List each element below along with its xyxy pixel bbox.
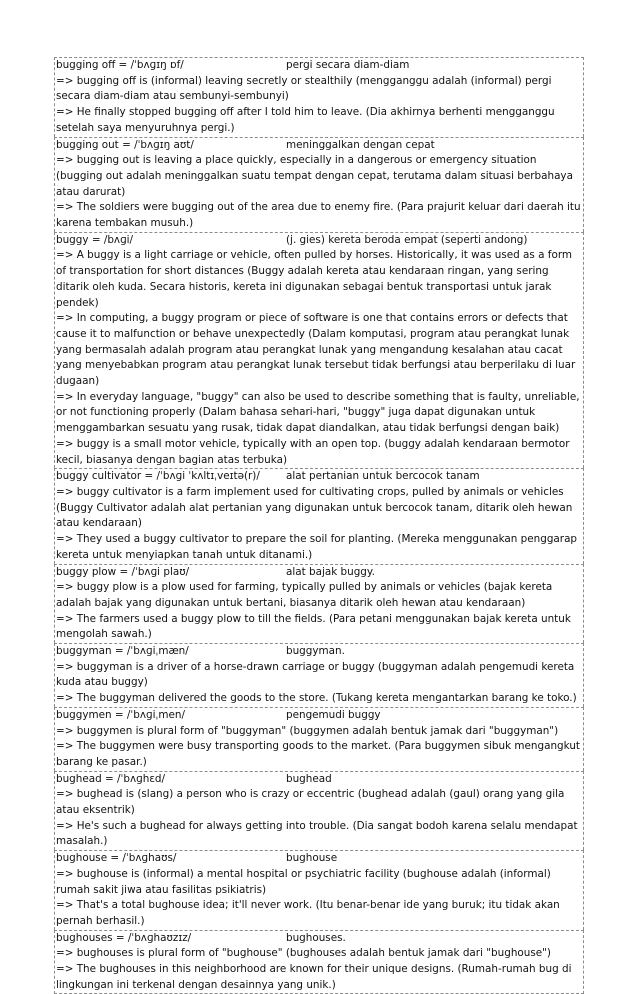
entry-headline — [56, 644, 581, 660]
entry-term: buggy cultivator = /ˈbʌɡi ˈkʌltɪˌveɪtə(r)/ — [56, 470, 260, 483]
entry-example: => That's a total bughouse idea; it'll never work. (Itu benar-benar ide yang buruk; itu tidak akan pernah berhasil.) — [56, 899, 560, 927]
entry-gloss: bughouses. — [286, 931, 346, 944]
entry-term: buggyman = /ˈbʌɡiˌmæn/ — [56, 645, 189, 658]
entry-buggyman — [54, 643, 584, 707]
entry-buggy-cultivator — [54, 468, 584, 563]
entry-headline — [56, 931, 581, 947]
entry-gloss: pergi secara diam-diam — [286, 59, 410, 71]
dictionary-page — [54, 57, 584, 994]
entry-term: buggy = /bʌɡi/ — [56, 233, 134, 246]
entry-headline — [56, 138, 581, 154]
entry-headline — [56, 469, 581, 485]
entry-definition: => bugging off is (informal) leaving secretly or stealthily (mengganggu adalah (informal) pergi secara diam-diam atau sembunyi-sembunyi) — [56, 74, 552, 103]
entry-definition: => buggymen is plural form of "buggyman" (buggymen adalah bentuk jamak dari "buggyman") — [56, 724, 559, 737]
entry-gloss: buggyman. — [286, 645, 345, 658]
entry-definition: => bughouse is (informal) a mental hospital or psychiatric facility (bughouse adalah (informal) rumah sakit jiwa atau fasilitas psikiatris) — [56, 867, 551, 896]
entry-definition: => buggy cultivator is a farm implement used for cultivating crops, pulled by animals or vehicles (Buggy Cultivator adalah alat pertanian yang digunakan untuk bercocok tanam, ditarik oleh hewan atau kendaraan) — [56, 485, 573, 530]
entry-gloss: bughead — [286, 772, 332, 785]
entry-term: buggymen = /ˈbʌɡiˌmen/ — [56, 708, 185, 721]
entry-term: bugging out = /ˈbʌɡɪŋ aʊt/ — [56, 138, 194, 151]
entry-definition: => buggyman is a driver of a horse-drawn carriage or buggy (buggyman adalah pengemudi kereta kuda atau buggy) — [56, 660, 575, 689]
entry-example: => The bughouses in this neighborhood are known for their unique designs. (Rumah-rumah bug di lingkungan ini terkenal dengan desainnya yang unik.) — [56, 963, 572, 991]
entry-definition: => buggy is a small motor vehicle, typically with an open top. (buggy adalah kendaraan bermotor kecil, biasanya dengan bagian atas terbuka) — [56, 437, 570, 466]
entry-buggy-plow — [54, 564, 584, 644]
entry-definition: => In everyday language, "buggy" can also be used to describe something that is faulty, unreliable, or not functioning properly (Dalam bahasa sehari-hari, "buggy" juga dapat digunakan untuk menggambarkan sesuatu yang rusak, tidak dapat diandalkan, atau tidak berfungsi dengan baik) — [56, 390, 580, 435]
entry-buggy — [54, 232, 584, 469]
entry-gloss: alat pertanian untuk bercocok tanam — [286, 470, 480, 483]
entry-definition: => bughouses is plural form of "bughouse" (bughouses adalah bentuk jamak dari "bughouse") — [56, 947, 551, 960]
entry-example: => They used a buggy cultivator to prepare the soil for planting. (Mereka menggunakan penggarap kereta untuk menyiapkan tanah untuk ditanami.) — [56, 533, 578, 561]
entry-bughouse — [54, 850, 584, 930]
entry-headline — [56, 565, 581, 581]
entry-headline — [56, 772, 581, 788]
entry-headline — [56, 58, 581, 74]
entry-definition: => bugging out is leaving a place quickly, especially in a dangerous or emergency situation (bugging out adalah meninggalkan suatu tempat dengan cepat, terutama dalam situasi berbahaya atau darurat) — [56, 154, 573, 198]
entry-example: => The soldiers were bugging out of the area due to enemy fire. (Para prajurit keluar dari daerah itu karena tembakan musuh.) — [56, 201, 581, 230]
entry-gloss: alat bajak buggy. — [286, 565, 375, 578]
entry-definition: => buggy plow is a plow used for farming, typically pulled by animals or vehicles (bajak kereta adalah bajak yang digunakan untuk bertani, biasanya ditarik oleh hewan atau kendaraan) — [56, 581, 553, 609]
entry-definition: => A buggy is a light carriage or vehicle, often pulled by horses. Historically, it was used as a form of transportation for short distances (Buggy adalah kereta atau kendaraan ringan, yang sering ditarik oleh kuda. Secara historis, kereta ini digunakan sebagai bentuk transportasi untuk jarak pendek) — [56, 249, 573, 309]
entry-example: => The farmers used a buggy plow to till the fields. (Para petani menggunakan bajak kereta untuk mengolah sawah.) — [56, 612, 571, 641]
entry-gloss: meninggalkan dengan cepat — [286, 138, 435, 151]
entry-definition: => In computing, a buggy program or piece of software is one that contains errors or defects that cause it to malfunction or behave unexpectedly (Dalam komputasi, program atau perangkat lunak yang bermasalah adalah program atau perangkat lunak yang mengandung kesalahan atau cacat yang menyebabkan program atau perangkat lunak tersebut tidak berfungsi atau berperilaku di luar dugaan) — [56, 312, 576, 388]
entry-example: => The buggyman delivered the goods to the store. (Tukang kereta mengantarkan barang ke toko.) — [56, 692, 577, 705]
entry-headline — [56, 708, 581, 724]
entry-term: bugging off = /ˈbʌɡɪŋ ɒf/ — [56, 59, 184, 71]
entry-bugging-off — [54, 57, 584, 137]
entry-headline — [56, 851, 581, 867]
entry-term: bughead = /ˈbʌɡhɛd/ — [56, 772, 166, 785]
entry-example: => He's such a bughead for always getting into trouble. (Dia sangat bodoh karena selalu mendapat masalah.) — [56, 819, 578, 848]
entry-gloss: (j. gies) kereta beroda empat (seperti andong) — [286, 233, 528, 246]
entry-bughead — [54, 771, 584, 851]
entry-example: => He finally stopped bugging off after I told him to leave. (Dia akhirnya berhenti mengganggu setelah saya menyuruhnya pergi.) — [56, 106, 555, 134]
entry-headline — [56, 233, 581, 249]
entry-term: bughouse = /ˈbʌɡhaʊs/ — [56, 852, 177, 865]
entry-bughouses — [54, 930, 584, 994]
entry-definition: => bughead is (slang) a person who is crazy or eccentric (bughead adalah (gaul) orang yang gila atau eksentrik) — [56, 788, 565, 817]
entry-bugging-out — [54, 137, 584, 232]
entry-example: => The buggymen were busy transporting goods to the market. (Para buggymen sibuk mengangkut barang ke pasar.) — [56, 740, 581, 768]
entry-gloss: pengemudi buggy — [286, 708, 381, 721]
entry-gloss: bughouse — [286, 852, 338, 865]
entry-term: bughouses = /ˈbʌɡhaʊzɪz/ — [56, 931, 192, 944]
entry-term: buggy plow = /ˈbʌɡi plaʊ/ — [56, 565, 190, 578]
entry-buggymen — [54, 707, 584, 771]
